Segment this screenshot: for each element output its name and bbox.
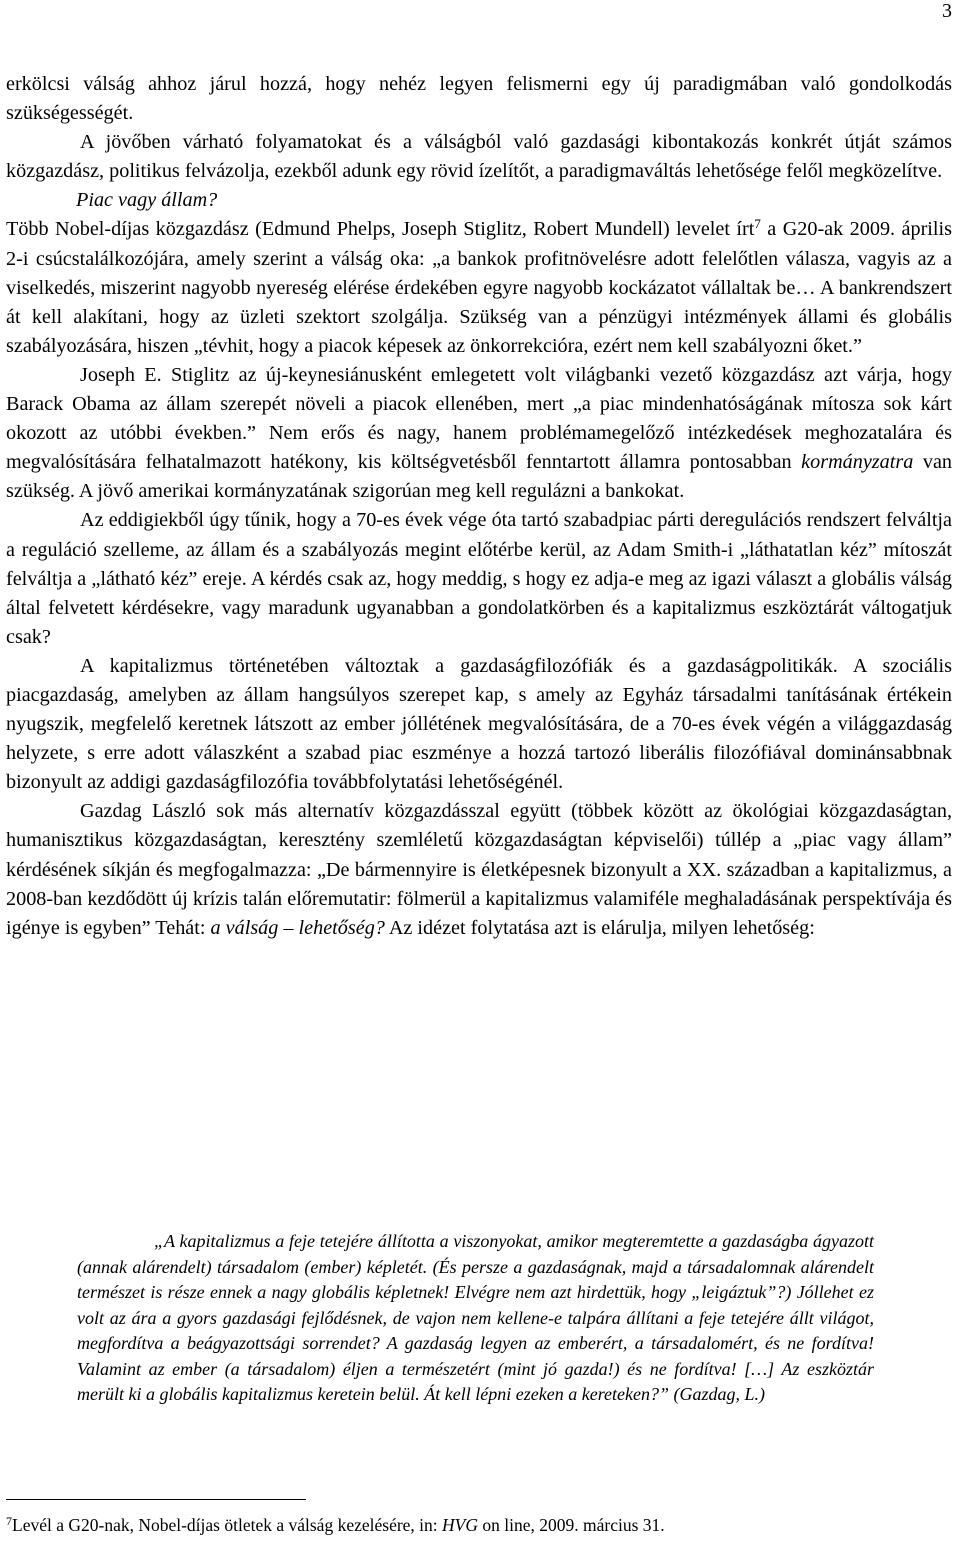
block-quote	[77, 1229, 874, 1408]
footnote-divider	[6, 1499, 306, 1500]
paragraph-history: A kapitalizmus történetében változtak a gazdaságfilozófiák és a gazdaságpolitikák. A szociális piacgazdaság, amelyben az állam hangsúlyos szerepet kap, s amely az Egyház társadalmi tanításának értékein nyugszik, megfelelő keretnek látszott az ember jóllétének megvalósítására, de a 70-es évek végén a világgazdaság helyzete, s erre adott válaszként a szabad piac eszménye a hozzá tartozó liberális filozófiával dominánsabbnak bizonyult az addigi gazdaságfilozófia továbbfolytatási lehetőségénél.	[6, 654, 952, 794]
paragraph-gazdag-text-a: Gazdag László sok más alternatív közgazdásszal együtt (többek között az ökológiai közgazdaságtan, humanisztikus közgazdaságtan, keresztény szemléletű közgazdaságtan képviselői) túllép a „piac vagy állam” kérdésének síkján és megfogalmazza: „De bármennyire is életképesnek bizonyult a XX. században a kapitalizmus, a 2008-ban kezdődött új krízis talán előremutatir: fölmerül a kapitalizmus valamiféle meghaladásának perspektívája és igénye is egyben” Tehát:	[6, 800, 952, 939]
block-quote-text: „A kapitalizmus a feje tetejére állította a viszonyokat, amikor megteremtette a gazdaságba ágyazott (annak alárendelt) társadalom (ember) képletét. (És persze a gazdaságnak, majd a társadalomnak alárendelt természet is része ennek a nagy globális képletnek! Elvégre nem azt hirdettük, hogy „leigáztuk”?) Jóllehet ez volt az ára a gyors gazdasági fejlődésnek, de vajon nem kellene-e talpára állítani a feje tetejére állt világot, megfordítva a beágyazottsági sorrendet? A gazdaság legyen az emberért, a társadalomért, és ne fordítva! Valamint az ember (a társadalom) éljen a természetért (mint jó gazda!) és ne fordítva! […] Az eszköztár merült ki a globális kapitalizmus keretein belül. Át kell lépni ezeken a kereteken?” (Gazdag, L.)	[77, 1231, 874, 1404]
paragraph-gazdag-text-b: Az idézet folytatása azt is elárulja, milyen lehetőség:	[384, 916, 815, 939]
footnote-source-italic: HVG	[442, 1515, 479, 1535]
paragraph-stiglitz-text-b: van szükség. A jövő amerikai kormányzatának szigorúan meg kell regulázni a bankokat.	[6, 451, 952, 503]
page-number: 3	[942, 0, 952, 22]
paragraph-gazdag	[6, 797, 952, 942]
footnote	[6, 1514, 952, 1536]
section-heading: Piac vagy állam?	[76, 189, 218, 212]
emphasis-kormanyzatra: kormányzatra	[801, 451, 914, 474]
paragraph-nobel-text-b: a G20-ak 2009. április 2-i csúcstalálkozójára, amely szerint a válság oka: „a bankok profitnövelésre adott felelőtlen válasza, vagyis az a viselkedés, miszerint nagyobb nyereség elérése érdekében egyre nagyobb kockázatot vállaltak be… A bankrendszert át kell alakítani, hogy az üzleti szektort szolgálja. Szükség van a pénzügyi intézmények állami és globális szabályozására, hiszen „tévhit, hogy a piacok képesek az önkorrekcióra, ezért nem kell szabályozni őket.”	[6, 218, 952, 357]
paragraph-stiglitz	[6, 361, 952, 506]
body-text	[6, 70, 952, 943]
paragraph-nobel-text-a: Több Nobel-díjas közgazdász (Edmund Phelps, Joseph Stiglitz, Robert Mundell) levelet írt	[6, 218, 755, 241]
footnote-reference: 7	[754, 216, 761, 232]
footnote-text-a: Levél a G20-nak, Nobel-díjas ötletek a válság kezelésére, in:	[12, 1515, 443, 1535]
paragraph-deregulation: Az eddigiekből úgy tűnik, hogy a 70-es évek vége óta tartó szabadpiac párti deregulációs rendszert felváltja a reguláció szelleme, az állam és a szabályozás megint előtérbe kerül, az Adam Smith-i „láthatatlan kéz” mítoszát felváltja a „látható kéz” ereje. A kérdés csak az, hogy meddig, s hogy ez adja-e meg az igazi választ a globális válság által felvetett kérdésekre, vagy maradunk ugyanabban a gondolatkörben és a kapitalizmus eszköztárát váltogatjuk csak?	[6, 509, 952, 648]
footnote-text-b: on line, 2009. március 31.	[478, 1515, 665, 1535]
paragraph-nobel	[6, 215, 952, 360]
emphasis-valsag-lehetoseg: a válság – lehetőség?	[210, 916, 385, 939]
paragraph-intro: A jövőben várható folyamatokat és a válságból való gazdasági kibontakozás konkrét útját számos közgazdász, politikus felvázolja, ezekből adunk egy rövid ízelítőt, a paradigmaváltás lehetősége felől megközelítve.	[6, 131, 952, 183]
footnote-number: 7	[6, 1514, 12, 1528]
paragraph-continuation: erkölcsi válság ahhoz járul hozzá, hogy nehéz legyen felismerni egy új paradigmában való gondolkodás szükségességét.	[6, 73, 952, 125]
paragraph-stiglitz-text-a: Joseph E. Stiglitz az új-keynesiánusként emlegetett volt világbanki vezető közgazdász azt várja, hogy Barack Obama az állam szerepét növeli a piacok ellenében, mert „a piac mindenhatóságának mítosza sok kárt okozott az utóbbi években.” Nem erős és nagy, hanem problémamegelőző intézkedések meghozatalára és megvalósítására felhatalmazott hatékony, kis költségvetésből fenntartott államra pontosabban	[6, 363, 952, 474]
